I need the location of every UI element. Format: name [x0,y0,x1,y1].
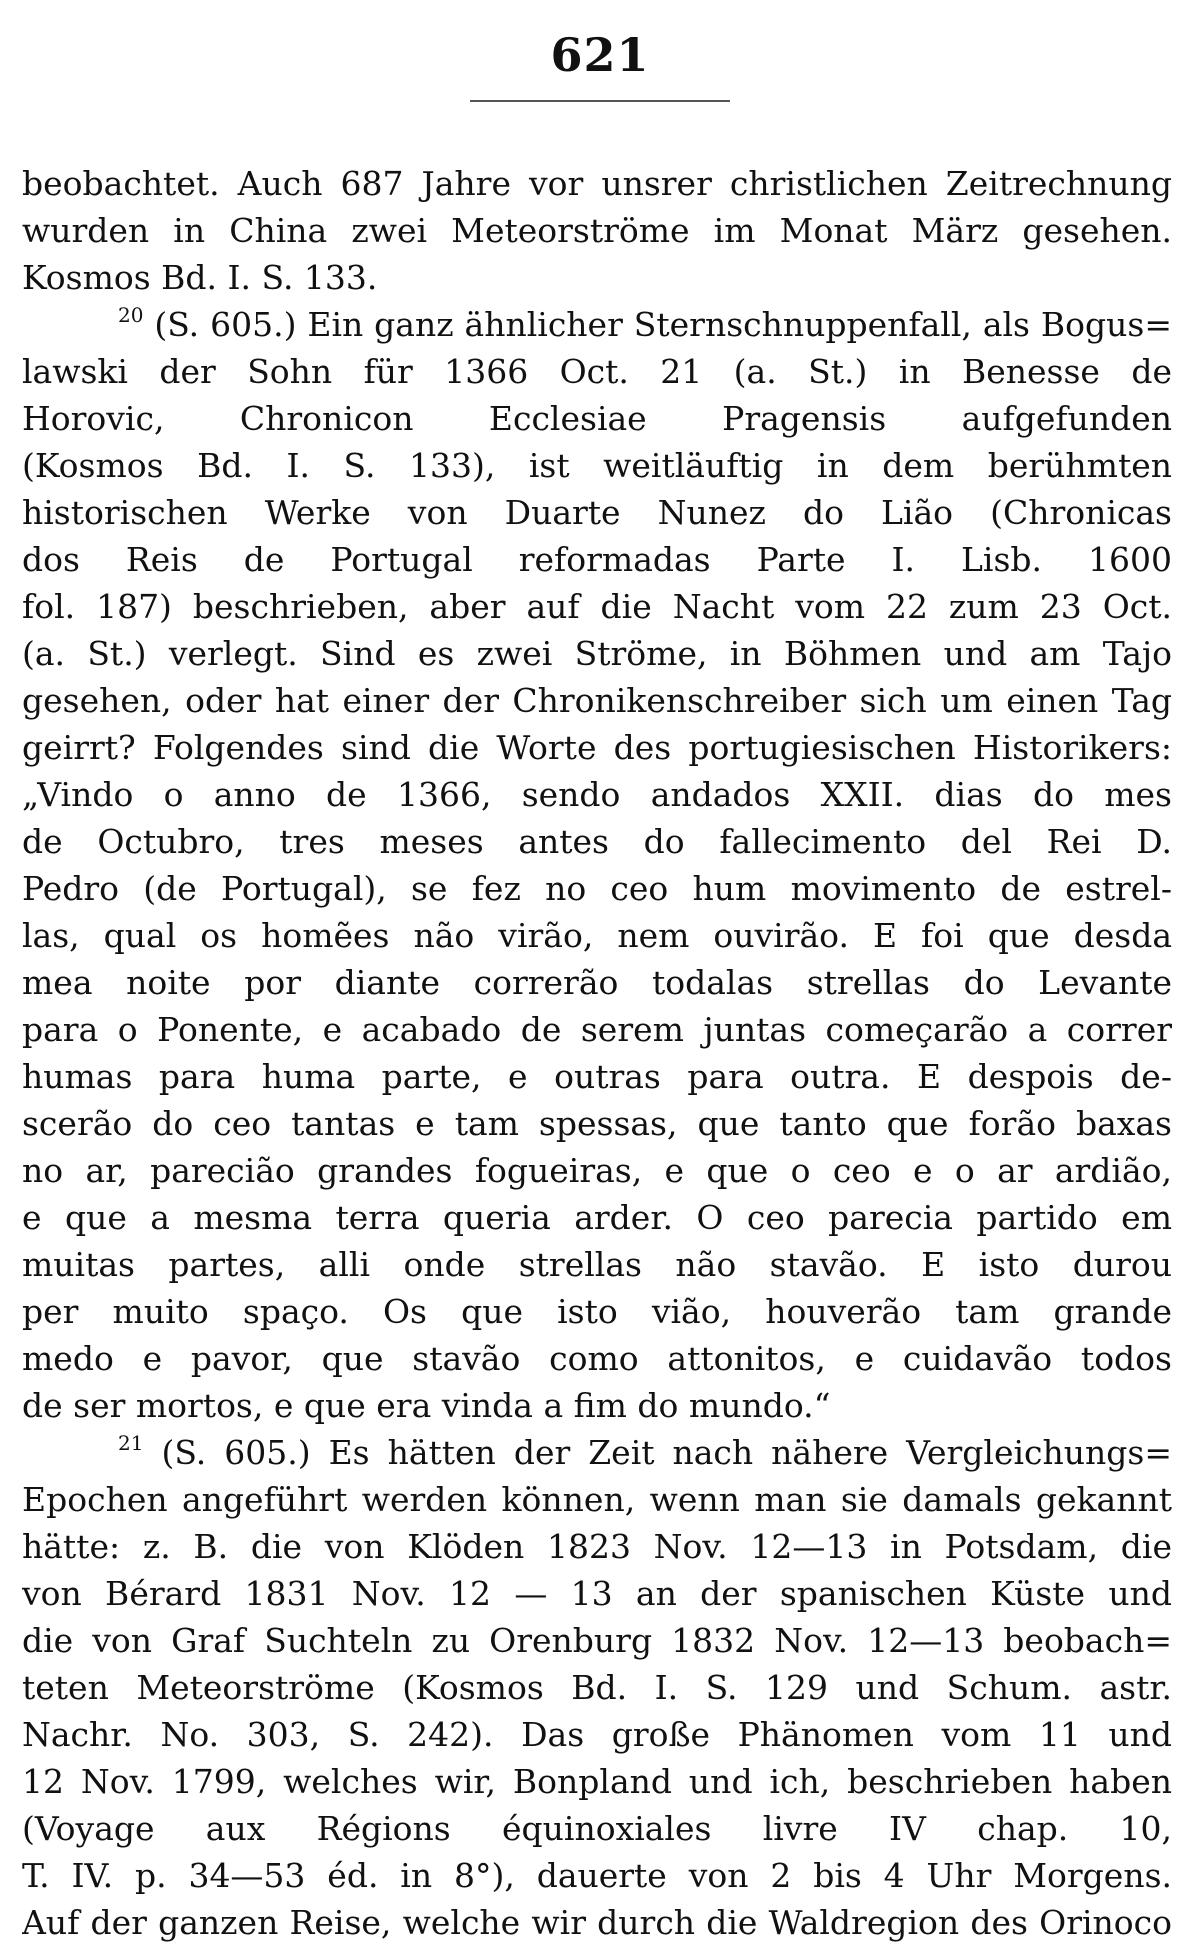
footnote-20-marker: 20 [118,303,144,327]
quote-line: humas para huma parte, e outras para outra. E despois de- [22,1057,1172,1096]
text-line: (a. St.) verlegt. Sind es zwei Ströme, in Böhmen und am Tajo [22,634,1172,673]
quote-line: e que a mesma terra queria arder. O ceo parecia partido em [22,1198,1172,1237]
footnote-21-marker: 21 [118,1431,144,1455]
quote-line: no ar, parecião grandes fogueiras, e que o ceo e o ar ardião, [22,1151,1172,1190]
text-line: (S. 605.) Es hätten der Zeit nach nähere Vergleichungs= [161,1433,1172,1472]
quote-line: de Octubro, tres meses antes do fallecimento del Rei D. [22,822,1172,861]
text-line: Auf der ganzen Reise, welche wir durch die Waldregion des Orinoco [22,1903,1172,1942]
text-line: die von Graf Suchteln zu Orenburg 1832 Nov. 12—13 beobach= [22,1621,1172,1660]
text-line: historischen Werke von Duarte Nunez do Lião (Chronicas [22,493,1172,532]
footnote-20-first-line [22,301,1172,348]
text-line: Epochen angeführt werden können, wenn man sie damals gekannt [22,1480,1172,1519]
body-text [22,160,1172,1946]
text-line: geirrt? Folgendes sind die Worte des portugiesischen Historikers: [22,728,1172,767]
quote-line: muitas partes, alli onde strellas não stavão. E isto durou [22,1245,1172,1284]
text-line: wurden in China zwei Meteorströme im Monat März gesehen. [22,211,1172,250]
text-line: Nachr. No. 303, S. 242). Das große Phänomen vom 11 und [22,1715,1172,1754]
header-rule [470,100,730,102]
text-line: lawski der Sohn für 1366 Oct. 21 (a. St.) in Benesse de [22,352,1172,391]
quote-line: mea noite por diante correrão todalas strellas do Levante [22,963,1172,1002]
text-line: (S. 605.) Ein ganz ähnlicher Sternschnuppenfall, als Bogus= [154,305,1172,344]
quote-line: per muito spaço. Os que isto vião, houverão tam grande [22,1292,1172,1331]
text-line: hätte: z. B. die von Klöden 1823 Nov. 12—13 in Potsdam, die [22,1527,1172,1566]
page-number: 621 [550,28,650,82]
quote-line: las, qual os homẽes não virão, nem ouvirão. E foi que desda [22,916,1172,955]
text-line: fol. 187) beschrieben, aber auf die Nacht vom 22 zum 23 Oct. [22,587,1172,626]
text-line: von Bérard 1831 Nov. 12 — 13 an der spanischen Küste und [22,1574,1172,1613]
text-line: T. IV. p. 34—53 éd. in 8°), dauerte von 2 bis 4 Uhr Morgens. [22,1856,1172,1895]
text-line: dos Reis de Portugal reformadas Parte I. Lisb. 1600 [22,540,1172,579]
footnote-21-first-line [22,1429,1172,1476]
quote-line: „Vindo o anno de 1366, sendo andados XXII. dias do mes [22,775,1172,814]
quote-line: para o Ponente, e acabado de serem juntas começarão a correr [22,1010,1172,1049]
quote-line: scerão do ceo tantas e tam spessas, que tanto que forão baxas [22,1104,1172,1143]
quote-line: medo e pavor, que stavão como attonitos, e cuidavão todos [22,1339,1172,1378]
quote-line: Pedro (de Portugal), se fez no ceo hum movimento de estrel- [22,869,1172,908]
text-line: 12 Nov. 1799, welches wir, Bonpland und ich, beschrieben haben [22,1762,1172,1801]
text-line: beobachtet. Auch 687 Jahre vor unsrer christlichen Zeitrechnung [22,164,1172,203]
text-line: (Kosmos Bd. I. S. 133), ist weitläuftig in dem berühmten [22,446,1172,485]
text-line: Horovic, Chronicon Ecclesiae Pragensis aufgefunden [22,399,1172,438]
text-line: Kosmos Bd. I. S. 133. [22,258,378,297]
text-line: gesehen, oder hat einer der Chronikenschreiber sich um einen Tag [22,681,1172,720]
text-line: teten Meteorströme (Kosmos Bd. I. S. 129 und Schum. astr. [22,1668,1172,1707]
quote-line: de ser mortos, e que era vinda a fim do mundo.“ [22,1386,831,1425]
text-line: (Voyage aux Régions équinoxiales livre IV chap. 10, [22,1809,1172,1848]
